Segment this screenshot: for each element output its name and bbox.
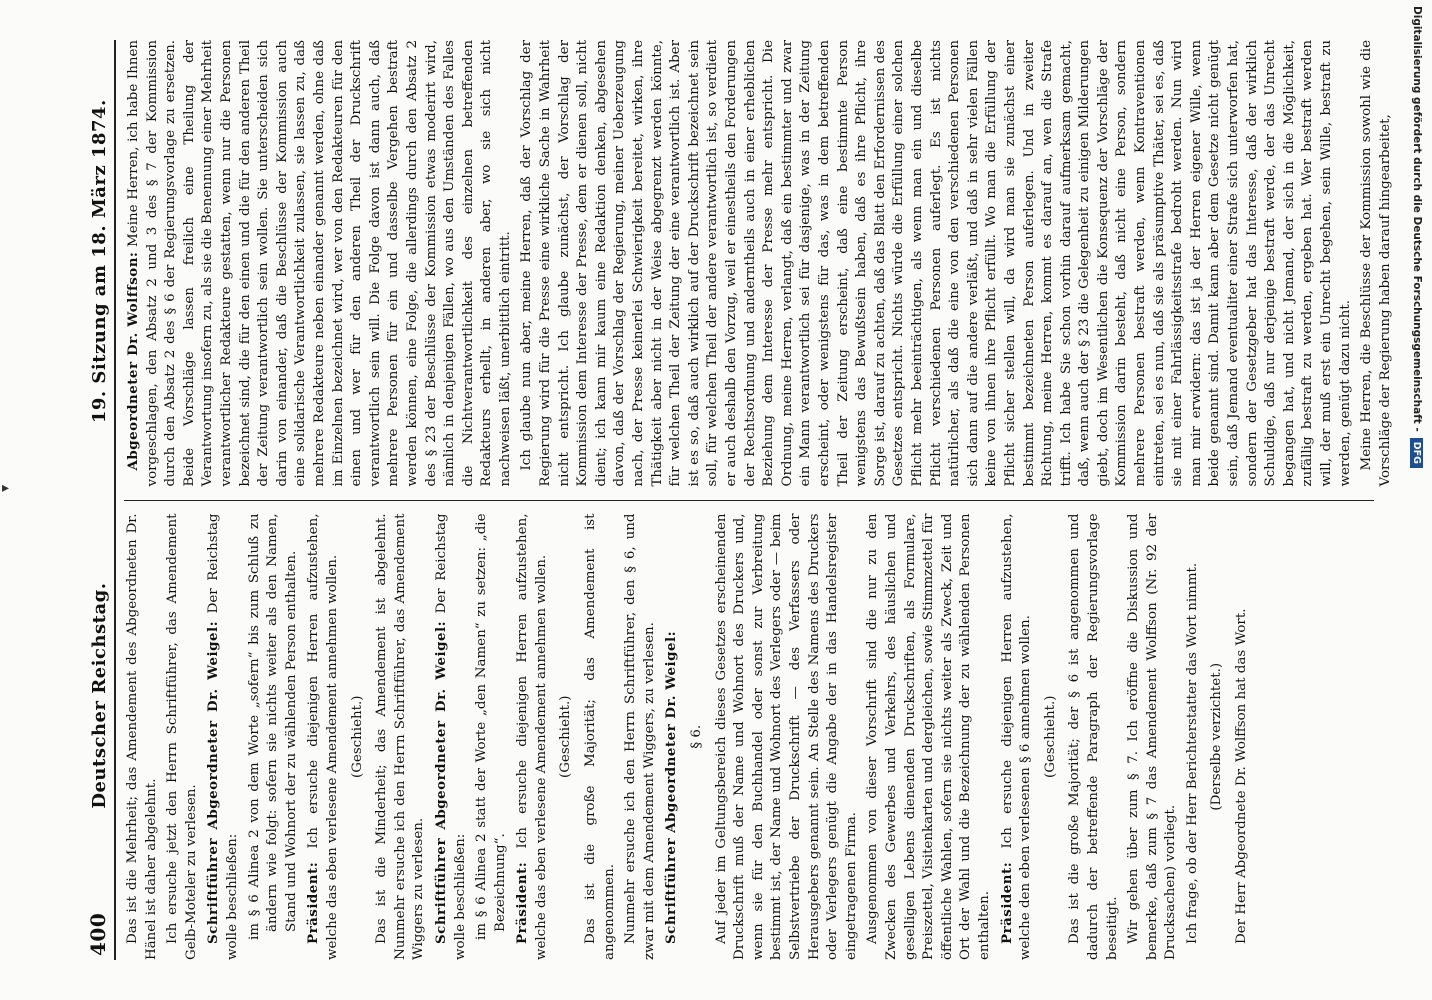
motion-text (473, 514, 510, 961)
paragraph-text: Ich frage, ob der Herr Berichterstatter das Wort nimmt. (1184, 562, 1200, 944)
credit-text: Digitalisierung gefördert durch die Deutsche Forschungsgemeinschaft - (1411, 6, 1423, 432)
paragraph-text: Ich ersuche diejenigen Herren aufzustehen, welche den eben verlesenen § 6 annehmen wollen. (999, 513, 1034, 960)
header-right-title: 19. Sitzung am 18. März 1874. (89, 99, 110, 424)
paragraph-text: (Derselbe verzichtet.) (1209, 662, 1225, 811)
paragraph-text: Der Herr Abgeordnete Dr. Wolffson hat das Wort. (1234, 608, 1250, 944)
paragraph (432, 514, 470, 961)
paragraph (622, 514, 659, 961)
paragraph-text: (Geschieht.) (349, 695, 365, 779)
rotated-page (80, 40, 1393, 960)
speaker-name: Präsident: (305, 861, 322, 944)
paragraph (1125, 514, 1181, 961)
stage-direction (688, 514, 707, 961)
paragraph-text: (Geschieht.) (1042, 695, 1058, 779)
stage-direction (1042, 514, 1061, 961)
paragraph (1358, 40, 1395, 487)
paragraph (518, 40, 1355, 487)
paragraph (1233, 514, 1252, 961)
paragraph-text: Ausgenommen von dieser Vorschrift sind die nur zu den Zwecken des Gewerbes und Verkehrs, des häuslichen und geselligen Lebens dienenden Druckschriften, als Formulare, Preiszettel, Visitenkarten und dergleichen, sowie Stimmzettel für öffentliche Wahlen, sofern sie nichts weiter als Zweck, Zeit und Ort der Wahl und die Bezeichnung der zu wählenden Personen enthalten. (865, 513, 992, 960)
paragraph-text: Meine Herren, ich habe Ihnen vorgeschlagen, den Absatz 2 und 3 des § 7 der Kommission durch den Absatz 2 des § 6 der Regierungsvorlage zu ersetzen. Beide Vorschläge lassen freilich eine Theilung der Verantwortung insofern zu, als sie die Benennung einer Mehrheit verantwortlicher Redakteure gestatten, wenn nur die Personen bezeichnet sind, die für den einen und die für den anderen Theil der Zeitung verantwortlich sein wollen. Sie unterscheiden sich darin von einander, daß die Beschlüsse der Kommission auch eine solidarische Verantwortlichkeit zulassen, sie lassen zu, daß mehrere Redakteure neben einander genannt werden, ohne daß im Einzelnen bezeichnet wird, wer von den Redakteuren für den einen und wer für den anderen Theil der Druckschrift verantwortlich sein will. Die Folge davon ist dann auch, daß mehrere Personen für ein und dasselbe Vergehen bestraft werden können, eine Folge, die allerdings durch den Absatz 2 des § 23 der Beschlüsse der Kommission etwas moderirt wird, nämlich in denjenigen Fällen, wo aus den Umständen des Falles die Nichtverantwortlichkeit des einzelnen betreffenden Redakteurs erhellt, in anderen aber, wo sie sich nicht nachweisen läßt, unerbittlich eintritt. (126, 40, 513, 487)
paragraph-text: Das ist die große Majorität; der § 6 ist angenommen und dadurch der betreffende Paragraph der Regierungsvorlage beseitigt. (1067, 513, 1120, 960)
paragraph-text: Ich glaube nun aber, meine Herren, daß der Vorschlag der Regierung wird für die Presse eine wirkliche Sache in Wahrheit nicht entspricht. Ich glaube zunächst, der Vorschlag der Kommission dem Interesse der Presse, dem er dienen soll, nicht dient; ich kann mir kaum eine Redaktion denken, abgesehen davon, daß der Vorschlag der Regierung, meiner Ueberzeugung nach, der Presse keinerlei Schwierigkeit bereitet, wirken, ihre Thätigkeit aber nicht in der Weise abgegrenzt werden könnte, für welchen Theil der Zeitung der eine verantwortlich ist. Aber ist es so, daß auch wirklich auf der Druckschrift bezeichnet sein soll, für welchen Theil der andere verantwortlich ist, so verdient er auch deshalb den Vorzug, weil er einestheils den Forderungen der Rechtsordnung und anderntheils auch in einer erheblichen Beziehung dem Interesse der Presse mehr entspricht. Die Ordnung, meine Herren, verlangt, daß ein bestimmter und zwar ein Mann verantwortlich sei für dasjenige, was in der Zeitung erscheint, oder wenigstens für das, was in dem betreffenden Theil der Zeitung erscheint, daß eine bestimmte Person wenigstens das Bewußtsein haben, daß es ihre Pflicht, ihre Sorge ist, darauf zu achten, daß das Blatt den Erfordernissen des Gesetzes entspricht. Nichts würde die Erfüllung einer solchen Pflicht mehr beeinträchtigen, als wenn man ein und dieselbe Pflicht verschiedenen Personen auferlegt. Es ist nichts natürlicher, als daß die eine von den verschiedenen Personen sich dann auf die andere verläßt, und daß in sehr vielen Fällen keine von ihnen ihre Pflicht erfüllt. Wo man die Erfüllung der Pflicht sicher stellen will, da wird man sie zunächst einer bestimmt bezeichneten Person auferlegen. Und in zweiter Richtung, meine Herren, kommt es darauf an, wen die Strafe trifft. Ich habe Sie schon vorhin darauf aufmerksam gemacht, daß, wenn auch der § 23 die Gelegenheit zu einigen Milderungen giebt, doch im Wesentlichen die Konsequenz der Vorschläge der Kommission darin besteht, daß nicht eine Person, sondern mehrere Personen bestraft werden, wenn Kontraventionen eintreten, sei es nun, daß sie als präsumptive Thäter, sei es, daß sie mit einer Fahrlässigkeitsstrafe bedroht werden. Nun wird man mir erwidern: das ist ja der Herren eigener Wille, wenn beide genannt sind. Damit kann aber dem Gesetze nicht genügt sein, daß Jemand eventualiter einer Strafe sich unterworfen hat, sondern der Gesetzgeber hat das Interesse, daß der wirklich Schuldige, daß nur derjenige bestraft werde, der das Unrecht begangen hat, und nicht Jemand, der sich in die Möglichkeit, zufällig bestraft zu werden, ergeben hat. Wer bestraft werden will, der muß erst ein Unrecht begehen, sein Wille, bestraft zu werden, genügt dazu nicht. (519, 40, 1353, 487)
binding-mark: ▸ (2, 480, 10, 496)
paragraph-text: im § 6 Alinea 2 statt der Worte „den Namen“ zu setzen: „die Bezeichnung“. (474, 513, 508, 940)
paragraph (864, 514, 994, 961)
paragraph-text: Ich ersuche jetzt den Herrn Schriftführer, das Amendement Gelb-Moteler zu verlesen. (165, 513, 199, 960)
text-columns (124, 40, 1393, 960)
right-column (124, 40, 1393, 487)
paragraph-text: Meine Herren, die Beschlüsse der Kommission sowohl wie die Vorschläge der Regierung haben darauf hingearbeitet, (1359, 40, 1393, 487)
speaker-name: Präsident: (998, 861, 1015, 944)
paragraph (304, 514, 342, 961)
paragraph (662, 514, 682, 961)
left-column (124, 501, 1374, 961)
stage-direction (349, 514, 368, 961)
paragraph (1184, 514, 1203, 961)
paragraph (164, 514, 201, 961)
speaker-name: Schriftführer Abgeordneter Dr. Weigel: (663, 630, 680, 944)
paragraph-text: § 6. (689, 724, 705, 749)
paragraph-text: Der Reichstag wolle beschließen: (206, 513, 240, 960)
paragraph-text: (Geschieht.) (558, 695, 574, 779)
paragraph-text: Das ist die Minderheit; das Amendement ist abgelehnt. Nunmehr ersuche ich den Herrn Schriftführer, das Amendement Wiggers zu verlesen. (374, 513, 427, 960)
paragraph (124, 514, 161, 961)
dfg-badge: DFG (1411, 438, 1424, 468)
page-number: 400 (86, 912, 110, 956)
paragraph-text: Auf jeder im Geltungsbereich dieses Gesetzes erscheinenden Druckschrift muß der Name und Wohnort des Druckers und, wenn sie für den Buchhandel oder sonst zur Verbreitung bestimmt ist, der Name und Wohnort des Verlegers oder — beim Selbstvertriebe der Druckschrift — des Verfassers oder Herausgebers genannt sein. An Stelle des Namens des Druckers oder Verlegers genügt die Angabe der in das Handelsregister eingetragenen Firma. (713, 513, 859, 960)
paragraph (998, 514, 1036, 961)
paragraph-text: Das ist die Mehrheit; das Amendement des Abgeordneten Dr. Hänel ist daher abgelehnt. (125, 513, 159, 960)
speaker-name: Präsident: (514, 861, 531, 944)
paragraph (373, 514, 429, 961)
paragraph-text: Nunmehr ersuche ich den Herrn Schriftführer, den § 6, und zwar mit dem Amendement Wiggers, zu verlesen. (623, 513, 657, 960)
dfg-credit (1408, 6, 1426, 996)
speaker-name: Schriftführer Abgeordneter Dr. Weigel: (432, 620, 449, 944)
paragraph (713, 514, 862, 961)
paragraph-text: Ich ersuche diejenigen Herren aufzustehen, welche das eben verlesene Amendement annehmen wollen. (306, 513, 340, 960)
paragraph-text: Ich ersuche diejenigen Herren aufzustehen, welche das eben verlesene Amendement annehmen wollen. (515, 513, 549, 960)
motion-text (246, 514, 302, 961)
page-header (80, 40, 116, 960)
stage-direction (1208, 514, 1227, 961)
paragraph (1066, 514, 1122, 961)
paragraph (513, 514, 551, 961)
speaker-name: Schriftführer Abgeordneter Dr. Weigel: (205, 620, 222, 944)
paragraph-text: Der Reichstag wolle beschließen: (433, 513, 468, 960)
paragraph (124, 40, 515, 487)
paragraph-text: Wir gehen über zum § 7. Ich eröffne die Diskussion und bemerke, daß zum § 7 das Amendement Wolffson (Nr. 92 der Drucksachen) vorliegt. (1126, 513, 1179, 960)
paragraph-text: im § 6 Alinea 2 von dem Worte „sofern“ bis zum Schluß zu ändern wie folgt: sofern sie nichts weiter als den Namen, Stand und Wohnort der zu wählenden Person enthalten. (246, 513, 299, 940)
speaker-name: Abgeordneter Dr. Wolffson: (125, 251, 141, 471)
stage-direction (557, 514, 576, 961)
paragraph (204, 514, 242, 961)
paragraph-text: Das ist die große Majorität; das Amendement ist angenommen. (583, 513, 617, 960)
header-left-title: Deutscher Reichstag. (89, 582, 110, 809)
paragraph (582, 514, 619, 961)
